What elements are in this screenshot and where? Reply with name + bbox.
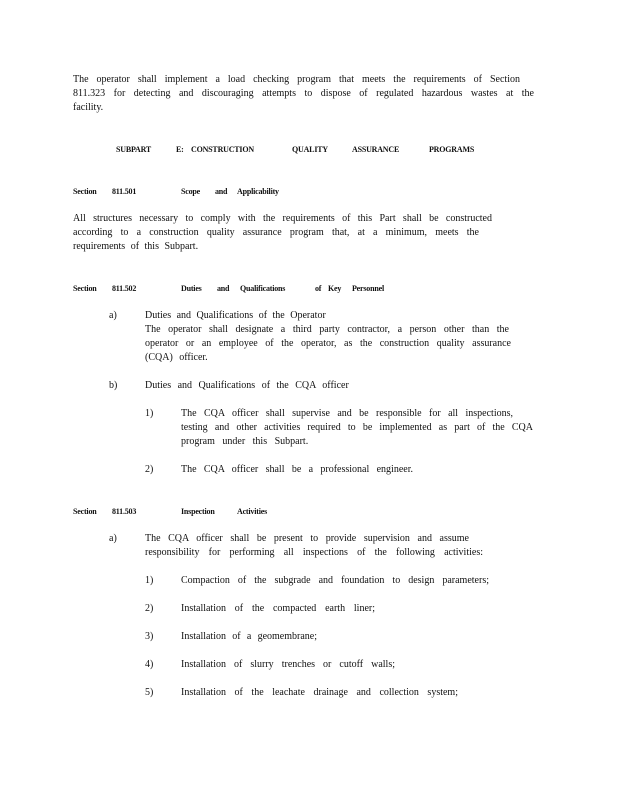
subpart-word: QUALITY bbox=[292, 145, 328, 154]
item-label-b1: 1) bbox=[145, 408, 154, 419]
section-label: Section bbox=[73, 284, 97, 293]
section-title-word: Personnel bbox=[352, 284, 384, 293]
intro-line-2: 811.323 for detecting and discouraging attempts to dispose of regulated hazardous wastes at the bbox=[73, 88, 534, 99]
list-item: Installation of the compacted earth liner; bbox=[181, 603, 375, 614]
intro-line-3: facility. bbox=[73, 102, 104, 113]
section-number: 811.503 bbox=[112, 507, 137, 516]
section-title-word: Inspection bbox=[181, 507, 215, 516]
sec501-body-line-1: All structures necessary to comply with the requirements of this Part shall be constructed bbox=[73, 213, 492, 224]
subpart-word: CONSTRUCTION bbox=[191, 145, 254, 154]
section-title-word: Duties bbox=[181, 284, 202, 293]
sec502-a-title: Duties and Qualifications of the Operator bbox=[145, 310, 326, 321]
subpart-word: PROGRAMS bbox=[429, 145, 475, 154]
section-title-word: Qualifications bbox=[240, 284, 286, 293]
list-item-number: 2) bbox=[145, 603, 154, 614]
intro-line-1: The operator shall implement a load checking program that meets the requirements of Section bbox=[73, 74, 520, 85]
sec502-a-line-2: operator or an employee of the operator, as the construction quality assurance bbox=[145, 338, 511, 349]
list-item: Installation of a geomembrane; bbox=[181, 631, 317, 642]
item-label-b: b) bbox=[109, 380, 118, 391]
sec503-a-line-1: The CQA officer shall be present to provide supervision and assume bbox=[145, 533, 469, 544]
subpart-word: SUBPART bbox=[116, 145, 152, 154]
subpart-letter: E: bbox=[176, 145, 184, 154]
section-title-word: Activities bbox=[237, 507, 267, 516]
section-label: Section bbox=[73, 187, 97, 196]
sec502-b1-line-1: The CQA officer shall supervise and be responsible for all inspections, bbox=[181, 408, 513, 419]
section-title-word: Applicability bbox=[237, 187, 279, 196]
sec502-b1-line-2: testing and other activities required to be implemented as part of the CQA bbox=[181, 422, 533, 433]
list-item-number: 5) bbox=[145, 687, 154, 698]
section-title-word: and bbox=[215, 187, 228, 196]
list-item-number: 3) bbox=[145, 631, 154, 642]
section-title-word: of bbox=[315, 284, 322, 293]
list-item: Installation of slurry trenches or cutoff walls; bbox=[181, 659, 395, 670]
section-title-word: and bbox=[217, 284, 230, 293]
item-label-a: a) bbox=[109, 310, 117, 321]
item-label-a: a) bbox=[109, 533, 117, 544]
section-title-word: Key bbox=[328, 284, 342, 293]
section-number: 811.502 bbox=[112, 284, 137, 293]
sec502-a-line-3: (CQA) officer. bbox=[145, 352, 208, 363]
list-item: Installation of the leachate drainage and collection system; bbox=[181, 687, 458, 698]
sec502-b-title: Duties and Qualifications of the CQA officer bbox=[145, 380, 349, 391]
list-item-number: 1) bbox=[145, 575, 154, 586]
subpart-word: ASSURANCE bbox=[352, 145, 400, 154]
sec501-body-line-3: requirements of this Subpart. bbox=[73, 241, 199, 252]
sec502-b1-line-3: program under this Subpart. bbox=[181, 436, 309, 447]
section-number: 811.501 bbox=[112, 187, 137, 196]
sec501-body-line-2: according to a construction quality assurance program that, at a minimum, meets the bbox=[73, 227, 479, 238]
section-label: Section bbox=[73, 507, 97, 516]
list-item: Compaction of the subgrade and foundation to design parameters; bbox=[181, 575, 489, 586]
sec502-b2-line-1: The CQA officer shall be a professional engineer. bbox=[181, 464, 413, 475]
sec503-a-line-2: responsibility for performing all inspections of the following activities: bbox=[145, 547, 483, 558]
sec502-a-line-1: The operator shall designate a third party contractor, a person other than the bbox=[145, 324, 509, 335]
list-item-number: 4) bbox=[145, 659, 154, 670]
item-label-b2: 2) bbox=[145, 464, 154, 475]
section-title-word: Scope bbox=[181, 187, 201, 196]
